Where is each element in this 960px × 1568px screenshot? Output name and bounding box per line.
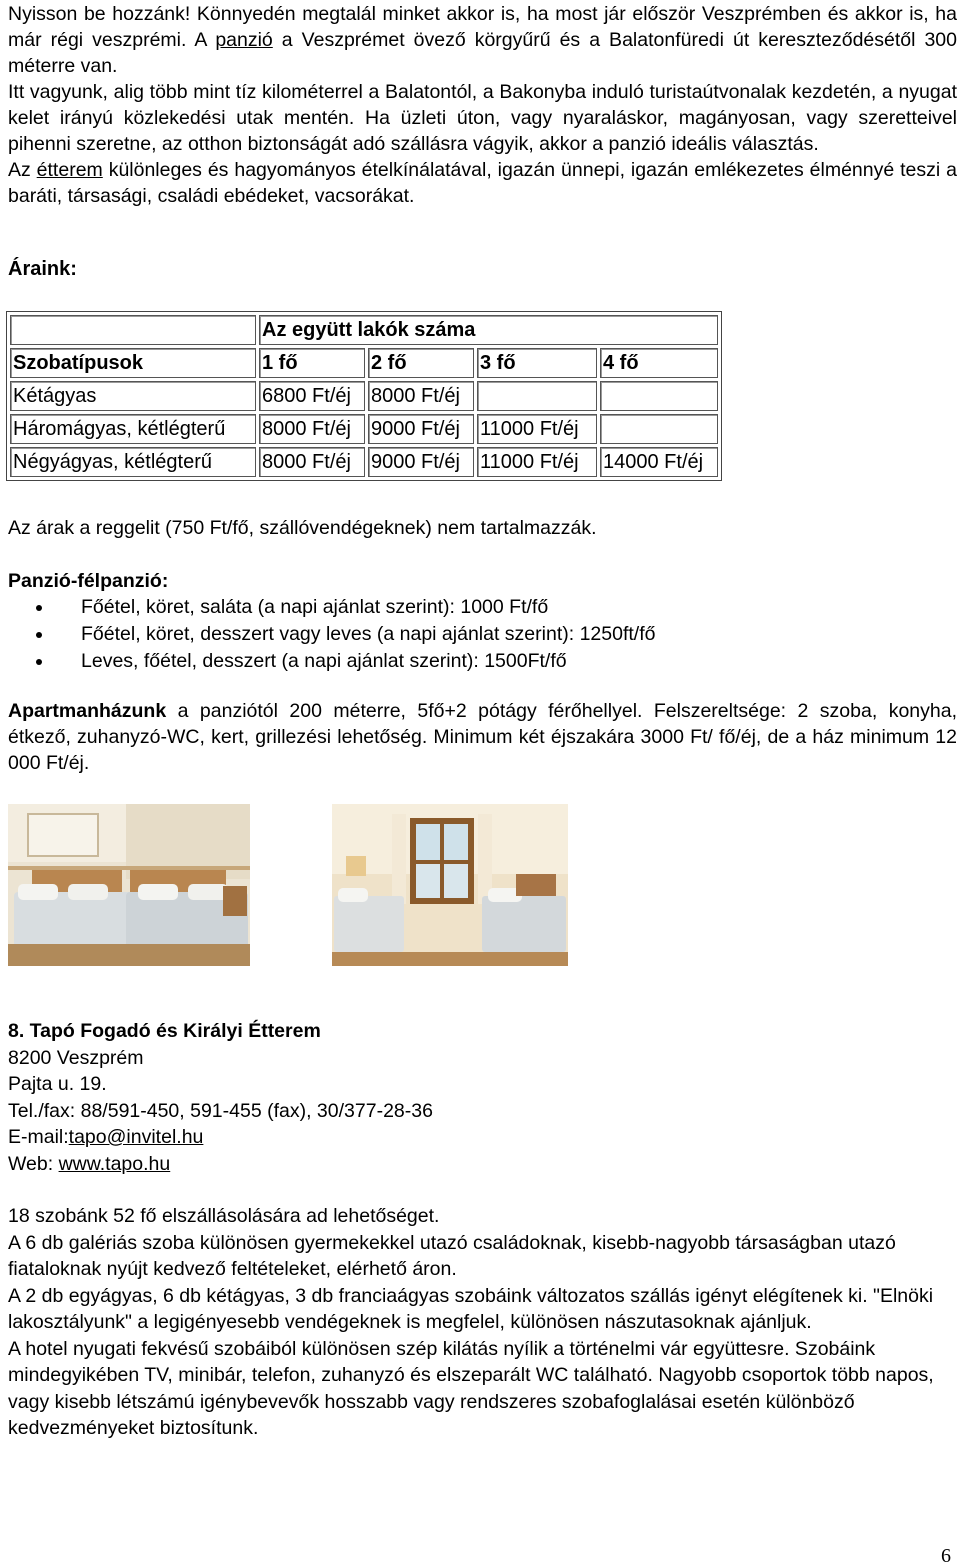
- table-row: [10, 381, 718, 411]
- list-item-text: Leves, főétel, desszert (a napi ajánlat szerint): 1500Ft/fő: [81, 650, 567, 672]
- table-group-header-row: [10, 315, 718, 345]
- tapo-street: Pajta u. 19.: [8, 1073, 107, 1095]
- email-link[interactable]: tapo@invitel.hu: [68, 1126, 204, 1148]
- list-item: [8, 594, 655, 621]
- tapo-phone: Tel./fax: 88/591-450, 591-455 (fax), 30/377-28-36: [8, 1099, 433, 1122]
- apartment-paragraph: [8, 698, 957, 776]
- price-cell: 8000 Ft/éj: [368, 381, 474, 411]
- column-header: 4 fő: [600, 348, 718, 378]
- room-type-cell: Kétágyas: [10, 381, 256, 411]
- tapo-paragraph-2: A 6 db galériás szoba különösen gyermekekkel utazó családoknak, kisebb-nagyobb társaságban utazó fiataloknak nyújt kedvező feltételeket, elérhető áron.: [8, 1231, 896, 1280]
- apartment-label: Apartmanházunk: [8, 700, 167, 722]
- tapo-description: [8, 1203, 938, 1442]
- bullet-icon: [36, 605, 42, 611]
- tapo-web-line: [8, 1151, 433, 1178]
- half-board-list: [8, 594, 655, 675]
- table-row: [10, 447, 718, 477]
- column-header: Szobatípusok: [10, 348, 256, 378]
- column-header: 3 fő: [477, 348, 597, 378]
- tapo-contact-section: [8, 1018, 433, 1177]
- price-cell: [477, 381, 597, 411]
- intro-text: Az: [8, 159, 37, 181]
- bullet-icon: [36, 632, 42, 638]
- etterem-link[interactable]: étterem: [36, 159, 103, 181]
- rates-table: [6, 311, 722, 481]
- column-header: 2 fő: [368, 348, 474, 378]
- bedroom-photo-1-image: [8, 804, 250, 966]
- tapo-paragraph-4: A hotel nyugati fekvésű szobáiból különösen szép kilátás nyílik a történelmi vár együttesre. Szobáink mindegyikében TV, minibár, telefon, zuhanyzó és elszeparált WC található. Nagyobb csoportok több napos, vagy kisebb létszámú igénybevevők hosszabb vagy rendszeres szobafoglalásai esetén különböző kedvezményeket biztosítunk.: [8, 1337, 934, 1439]
- price-cell: 6800 Ft/éj: [259, 381, 365, 411]
- web-link[interactable]: www.tapo.hu: [58, 1152, 171, 1175]
- price-cell: [600, 414, 718, 444]
- email-label: E-mail:: [8, 1126, 69, 1148]
- intro-section: [8, 1, 957, 209]
- price-cell: 14000 Ft/éj: [600, 447, 718, 477]
- intro-paragraph-2: Itt vagyunk, alig több mint tíz kilométerrel a Balatontól, a Bakonyba induló turistaútvonalak kezdetén, a nyugat kelet irányú közlekedési utak mentén. Ha üzleti úton, vagy nyaraláskor, magányosan, vagy szeretteivel pihenni szeretne, az otthon biztonságát adó szállásra vágyik, akkor a panzió ideális választás.: [8, 81, 957, 155]
- price-cell: 11000 Ft/éj: [477, 414, 597, 444]
- price-cell: [600, 381, 718, 411]
- web-label: Web:: [8, 1152, 59, 1175]
- table-cell-empty: [10, 315, 256, 345]
- intro-text: a Veszprémet övező körgyűrű és a Balatonfüredi út kereszteződésétől 300 méterre van.: [8, 29, 957, 77]
- tapo-title: 8. Tapó Fogadó és Királyi Étterem: [8, 1020, 321, 1042]
- list-item-text: Főétel, köret, desszert vagy leves (a napi ajánlat szerint): 1250ft/fő: [81, 623, 656, 645]
- occupants-header: Az együtt lakók száma: [259, 315, 718, 345]
- price-cell: 9000 Ft/éj: [368, 414, 474, 444]
- price-cell: 9000 Ft/éj: [368, 447, 474, 477]
- tapo-email-line: [8, 1124, 433, 1151]
- apartment-text: a panziótól 200 méterre, 5fő+2 pótágy férőhellyel. Felszereltsége: 2 szoba, konyha, étkező, zuhanyzó-WC, kert, grillezési lehetőség. Minimum két éjszakára 3000 Ft/ fő/éj, de a ház minimum 12 000 Ft/éj.: [8, 700, 957, 774]
- bedroom-photo-2: [332, 804, 568, 966]
- breakfast-note: Az árak a reggelit (750 Ft/fő, szállóvendégeknek) nem tartalmazzák.: [8, 517, 597, 539]
- tapo-paragraph-3: A 2 db egyágyas, 6 db kétágyas, 3 db franciaágyas szobáink változatos szállás igényt elégítenek ki. "Elnöki lakosztályunk" a legigényesebb vendégeknek is megfelel, különösen nászutasoknak ajánljuk.: [8, 1284, 934, 1333]
- list-item: [8, 648, 655, 675]
- room-type-cell: Négyágyas, kétlégterű: [10, 447, 256, 477]
- column-header: 1 fő: [259, 348, 365, 378]
- intro-paragraph-1: [8, 1, 957, 79]
- room-type-cell: Háromágyas, kétlégterű: [10, 414, 256, 444]
- panzio-link[interactable]: panzió: [215, 29, 273, 51]
- intro-text: Nyisson be hozzánk! Könnyedén megtalál minket akkor is, ha most jár először Veszprémben és akkor is, ha már régi veszprémi. A: [8, 3, 957, 51]
- intro-text: különleges és hagyományos ételkínálatával, igazán ünnepi, igazán emlékezetes élménnyé teszi a baráti, társasági, családi ebédeket, vacsorákat.: [8, 159, 957, 207]
- bedroom-photo-2-image: [332, 804, 568, 966]
- price-cell: 8000 Ft/éj: [259, 414, 365, 444]
- table-row: [10, 414, 718, 444]
- bedroom-photo-1: [8, 804, 250, 966]
- half-board-heading: Panzió-félpanzió:: [8, 570, 169, 592]
- page-number: 6: [941, 1545, 951, 1567]
- price-cell: 8000 Ft/éj: [259, 447, 365, 477]
- table-header-row: [10, 348, 718, 378]
- bullet-icon: [36, 659, 42, 665]
- list-item-text: Főétel, köret, saláta (a napi ajánlat szerint): 1000 Ft/fő: [81, 596, 549, 618]
- tapo-city: 8200 Veszprém: [8, 1046, 144, 1069]
- prices-heading: Áraink:: [8, 258, 77, 280]
- list-item: [8, 621, 655, 648]
- price-cell: 11000 Ft/éj: [477, 447, 597, 477]
- tapo-paragraph-1: 18 szobánk 52 fő elszállásolására ad lehetőséget.: [8, 1205, 440, 1227]
- intro-paragraph-3: [8, 157, 957, 209]
